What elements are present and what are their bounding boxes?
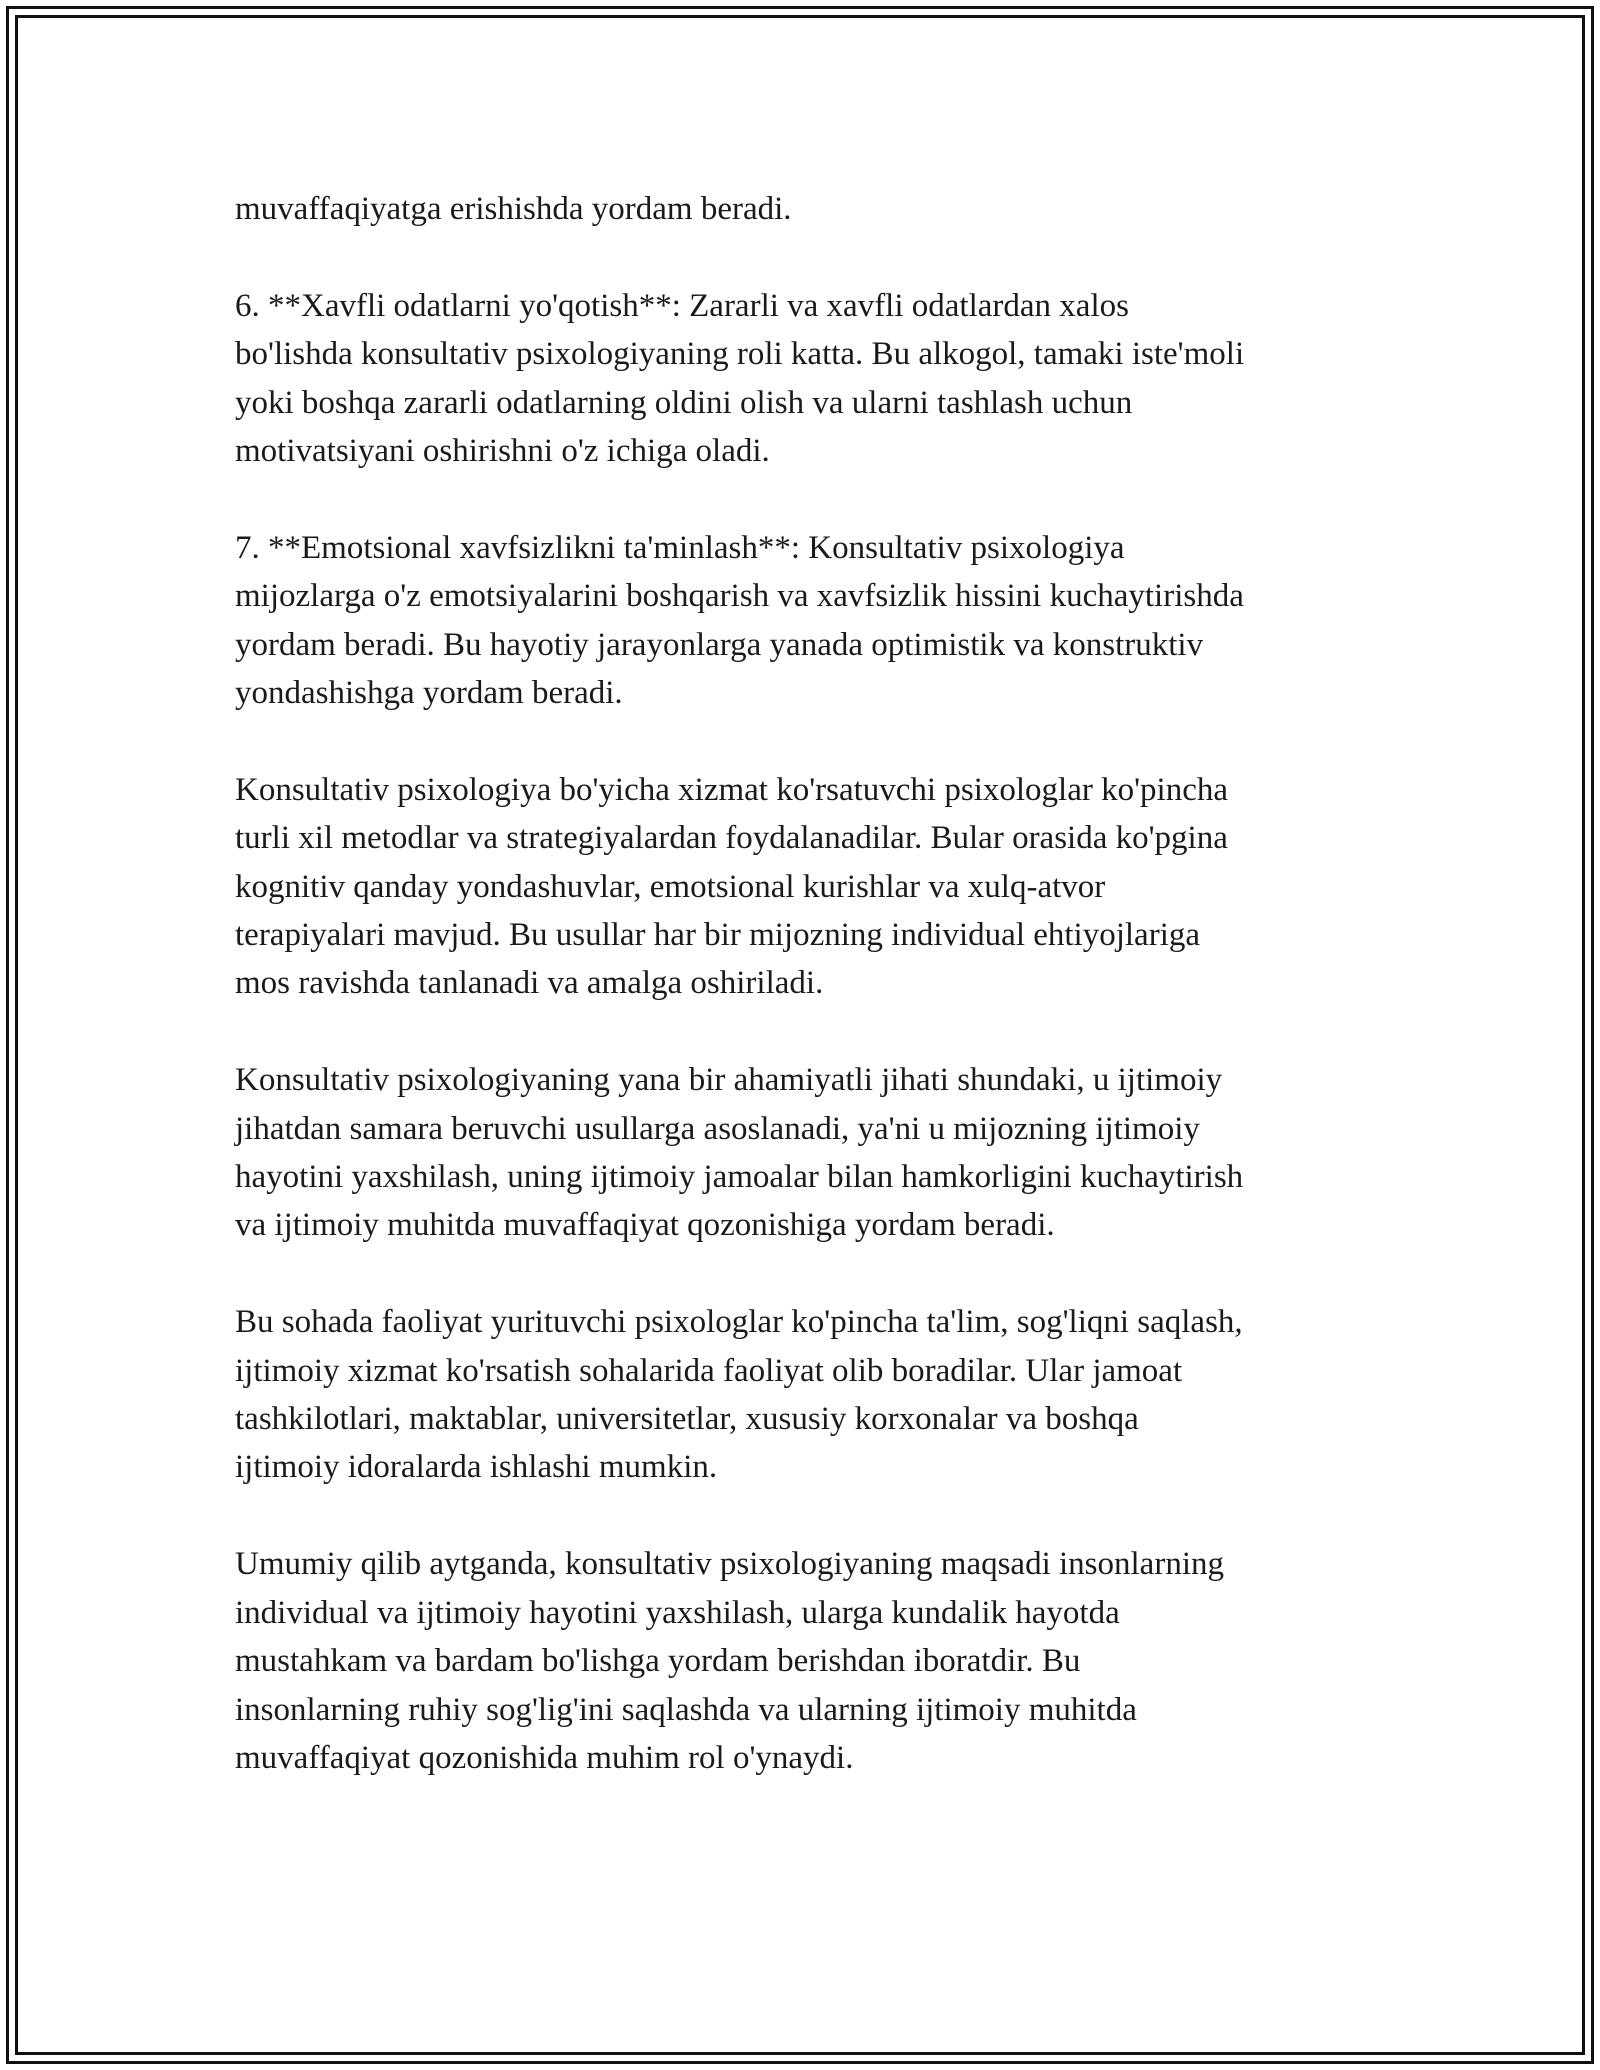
paragraph-conclusion bbox=[235, 1540, 1375, 1782]
text-line: Umumiy qilib aytganda, konsultativ psixologiyaning maqsadi insonlarning bbox=[235, 1546, 1224, 1583]
text-line: jihatdan samara beruvchi usullarga asoslanadi, ya'ni u mijozning ijtimoiy bbox=[235, 1110, 1200, 1147]
paragraph-item-6 bbox=[235, 282, 1375, 476]
text-line: mijozlarga o'z emotsiyalarini boshqarish va xavfsizlik hissini kuchaytirishda bbox=[235, 578, 1244, 615]
text-line: Konsultativ psixologiyaning yana bir ahamiyatli jihati shundaki, u ijtimoiy bbox=[235, 1062, 1223, 1099]
text-line: Konsultativ psixologiya bo'yicha xizmat ko'rsatuvchi psixologlar ko'pincha bbox=[235, 771, 1228, 808]
text-line: Bu sohada faoliyat yurituvchi psixologlar ko'pincha ta'lim, sog'liqni saqlash, bbox=[235, 1304, 1243, 1341]
text-line: va ijtimoiy muhitda muvaffaqiyat qozonishiga yordam beradi. bbox=[235, 1207, 1055, 1244]
paragraph-social-aspect bbox=[235, 1056, 1375, 1250]
text-line: insonlarning ruhiy sog'lig'ini saqlashda va ularning ijtimoiy muhitda bbox=[235, 1691, 1137, 1728]
text-line: ijtimoiy idoralarda ishlashi mumkin. bbox=[235, 1449, 718, 1486]
text-line: ijtimoiy xizmat ko'rsatish sohalarida faoliyat olib boradilar. Ular jamoat bbox=[235, 1352, 1183, 1389]
text-line: bo'lishda konsultativ psixologiyaning roli katta. Bu alkogol, tamaki iste'moli bbox=[235, 336, 1245, 373]
paragraph-methods bbox=[235, 766, 1375, 1008]
paragraph-continuation bbox=[235, 185, 1375, 233]
text-line: 7. **Emotsional xavfsizlikni ta'minlash**: Konsultativ psixologiya bbox=[235, 529, 1125, 566]
text-line: yondashishga yordam beradi. bbox=[235, 675, 623, 712]
text-line: hayotini yaxshilash, uning ijtimoiy jamoalar bilan hamkorligini kuchaytirish bbox=[235, 1159, 1244, 1196]
text-line: mos ravishda tanlanadi va amalga oshiriladi. bbox=[235, 965, 824, 1002]
paragraph-fields bbox=[235, 1298, 1375, 1492]
text-line: muvaffaqiyatga erishishda yordam beradi. bbox=[235, 191, 792, 227]
document-body bbox=[235, 185, 1375, 1831]
text-line: kognitiv qanday yondashuvlar, emotsional kurishlar va xulq-atvor bbox=[235, 868, 1106, 905]
text-line: muvaffaqiyat qozonishida muhim rol o'ynaydi. bbox=[235, 1739, 854, 1776]
text-line: motivatsiyani oshirishni o'z ichiga oladi. bbox=[235, 433, 770, 470]
text-line: mustahkam va bardam bo'lishga yordam berishdan iboratdir. Bu bbox=[235, 1643, 1081, 1680]
text-line: tashkilotlari, maktablar, universitetlar, xususiy korxonalar va boshqa bbox=[235, 1401, 1139, 1438]
text-line: terapiyalari mavjud. Bu usullar har bir mijozning individual ehtiyojlariga bbox=[235, 917, 1201, 954]
text-line: yoki boshqa zararli odatlarning oldini olish va ularni tashlash uchun bbox=[235, 384, 1133, 421]
paragraph-item-7 bbox=[235, 524, 1375, 718]
text-line: turli xil metodlar va strategiyalardan foydalanadilar. Bular orasida ko'pgina bbox=[235, 820, 1228, 857]
text-line: individual va ijtimoiy hayotini yaxshilash, ularga kundalik hayotda bbox=[235, 1594, 1120, 1631]
text-line: yordam beradi. Bu hayotiy jarayonlarga yanada optimistik va konstruktiv bbox=[235, 626, 1204, 663]
text-line: 6. **Xavfli odatlarni yo'qotish**: Zararli va xavfli odatlardan xalos bbox=[235, 287, 1129, 324]
